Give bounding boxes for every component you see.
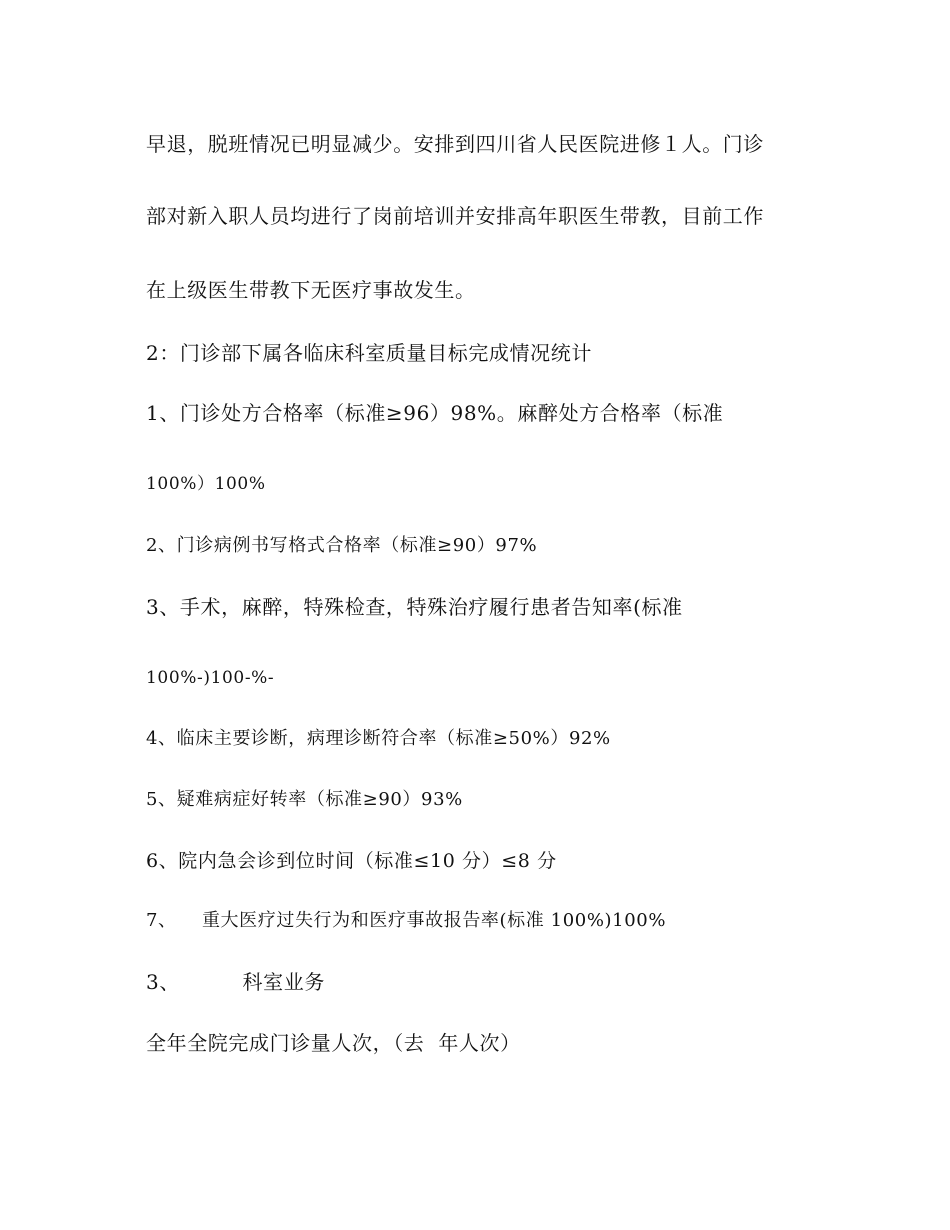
paragraph-line: 在上级医生带教下无医疗事故发生。 <box>146 278 476 302</box>
list-item-3-continued: 100%-)100-%- <box>146 668 275 688</box>
paragraph-line: 早退，脱班情况已明显减少。安排到四川省人民医院进修１人。门诊 <box>146 132 764 156</box>
list-item-4: 4、临床主要诊断，病理诊断符合率（标准≥50%）92% <box>146 728 611 749</box>
list-item-1-continued: 100%）100% <box>146 474 266 494</box>
list-item-2: 2、门诊病例书写格式合格率（标准≥90）97% <box>146 535 538 556</box>
section-heading: 2：门诊部下属各临床科室质量目标完成情况统计 <box>146 341 592 365</box>
paragraph-line: 全年全院完成门诊量人次，（去 年人次） <box>146 1031 521 1055</box>
paragraph-line: 部对新入职人员均进行了岗前培训并安排高年职医生带教，目前工作 <box>146 204 764 228</box>
section-heading: 3、 科室业务 <box>146 970 325 994</box>
list-item-7: 7、 重大医疗过失行为和医疗事故报告率(标准 100%)100% <box>146 910 667 931</box>
list-item-5: 5、疑难病症好转率（标准≥90）93% <box>146 789 463 810</box>
list-item-6: 6、院内急会诊到位时间（标准≤10 分）≤8 分 <box>146 850 557 872</box>
list-item-3: 3、手术，麻醉，特殊检查，特殊治疗履行患者告知率(标准 <box>146 595 683 619</box>
list-item-1: 1、门诊处方合格率（标准≥96）98%。麻醉处方合格率（标准 <box>146 401 724 425</box>
